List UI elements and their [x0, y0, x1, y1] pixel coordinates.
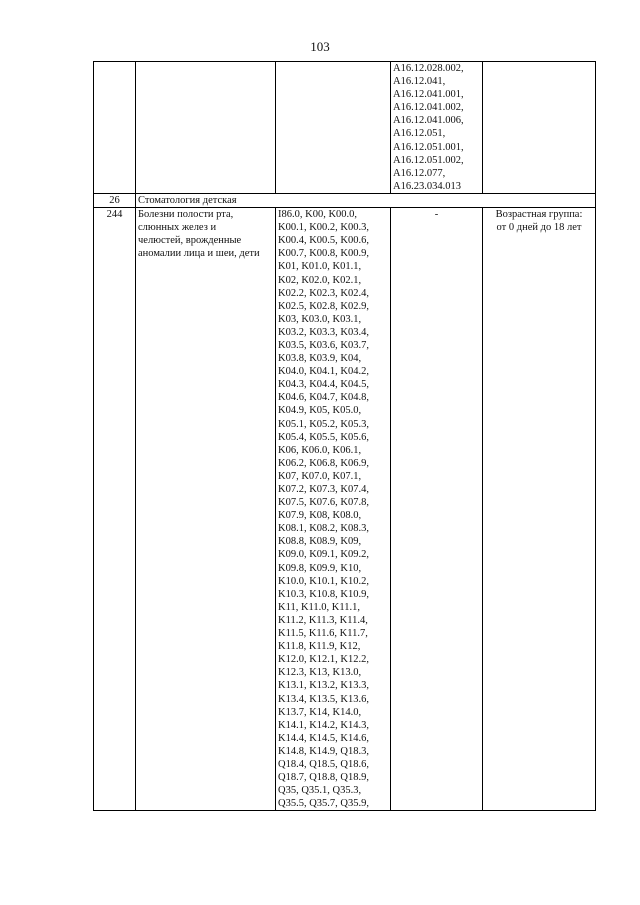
name-line: Болезни полости рта,	[138, 209, 234, 221]
service-code: A16.12.077,	[393, 167, 446, 179]
cell-services	[391, 62, 483, 194]
icd-code-line: K00.7, K00.8, K00.9,	[278, 248, 369, 260]
note-line: Возрастная группа:	[495, 209, 583, 221]
icd-code-line: K02.5, K02.8, K02.9,	[278, 300, 369, 312]
icd-code-line: K14.4, K14.5, K14.6,	[278, 732, 369, 744]
section-number: 26	[94, 193, 136, 207]
section-title: Стоматология детская	[136, 193, 596, 207]
tariff-table	[93, 61, 596, 811]
icd-code-line: K04.6, K04.7, K04.8,	[278, 392, 369, 404]
icd-code-line: K13.1, K13.2, K13.3,	[278, 680, 369, 692]
icd-code-line: K12.0, K12.1, K12.2,	[278, 654, 369, 666]
icd-code-line: Q18.7, Q18.8, Q18.9,	[278, 772, 369, 784]
icd-code-line: K08.8, K08.9, K09,	[278, 536, 362, 548]
table-row-section	[94, 193, 596, 207]
note-line: от 0 дней до 18 лет	[496, 222, 582, 234]
icd-code-line: K02.2, K02.3, K02.4,	[278, 287, 369, 299]
icd-code-line: K14.8, K14.9, Q18.3,	[278, 745, 369, 757]
icd-code-line: K12.3, K13, K13.0,	[278, 667, 362, 679]
icd-code-line: K02, K02.0, K02.1,	[278, 274, 362, 286]
icd-code-line: K00.1, K00.2, K00.3,	[278, 222, 369, 234]
icd-code-line: K06.2, K06.8, K06.9,	[278, 457, 369, 469]
icd-codes	[276, 208, 391, 811]
name-line: слюнных желез и	[138, 222, 217, 234]
cell-codes	[276, 62, 391, 194]
icd-code-line: K04.0, K04.1, K04.2,	[278, 366, 369, 378]
icd-code-line: K03.2, K03.3, K03.4,	[278, 326, 369, 338]
icd-code-line: K00.4, K00.5, K00.6,	[278, 235, 369, 247]
icd-code-line: K04.9, K05, K05.0,	[278, 405, 362, 417]
note-cell	[483, 208, 596, 811]
icd-code-line: K14.1, K14.2, K14.3,	[278, 719, 369, 731]
service-code: A16.12.028.002,	[393, 63, 464, 74]
services-cell: -	[391, 208, 483, 811]
icd-code-line: K03, K03.0, K03.1,	[278, 313, 362, 325]
service-code: A16.12.041.001,	[393, 89, 464, 101]
icd-code-line: K13.7, K14, K14.0,	[278, 706, 362, 718]
icd-code-line: K07.9, K08, K08.0,	[278, 510, 362, 522]
icd-code-line: K11.5, K11.6, K11.7,	[278, 628, 368, 640]
name-line: аномалии лица и шеи, дети	[138, 248, 260, 260]
icd-code-line: K07.2, K07.3, K07.4,	[278, 484, 369, 495]
service-code: A16.12.051.001,	[393, 141, 464, 153]
cell-name	[136, 62, 276, 194]
icd-code-line: K10.0, K10.1, K10.2,	[278, 575, 369, 587]
table-row-continued	[94, 62, 596, 194]
icd-code-line: K11, K11.0, K11.1,	[278, 601, 360, 613]
icd-code-line: Q18.4, Q18.5, Q18.6,	[278, 758, 369, 770]
icd-code-line: K10.3, K10.8, K10.9,	[278, 588, 369, 600]
icd-code-line: K11.2, K11.3, K11.4,	[278, 614, 368, 626]
icd-code-line: K13.4, K13.5, K13.6,	[278, 693, 369, 705]
service-code: A16.12.051.002,	[393, 154, 464, 166]
icd-code-line: K09.0, K09.1, K09.2,	[278, 549, 369, 561]
service-code: A16.12.051,	[393, 128, 446, 140]
icd-code-line: K04.3, K04.4, K04.5,	[278, 379, 369, 391]
icd-code-line: Q35.5, Q35.7, Q35.9,	[278, 798, 369, 810]
icd-code-line: K07.5, K07.6, K07.8,	[278, 497, 369, 509]
disease-group-name	[136, 208, 276, 811]
icd-code-line: I86.0, K00, K00.0,	[278, 209, 358, 221]
icd-code-line: Q35, Q35.1, Q35.3,	[278, 785, 362, 797]
icd-code-line: K01, K01.0, K01.1,	[278, 261, 362, 273]
name-line: челюстей, врожденные	[138, 235, 242, 247]
service-code: A16.23.034.013	[393, 180, 461, 192]
icd-code-line: K05.1, K05.2, K05.3,	[278, 418, 369, 430]
service-code: A16.12.041,	[393, 76, 446, 88]
icd-code-line: K03.8, K03.9, K04,	[278, 353, 362, 365]
page-number: 103	[310, 39, 330, 54]
cell-number	[94, 62, 136, 194]
icd-code-line: K11.8, K11.9, K12,	[278, 641, 361, 653]
row-number: 244	[94, 208, 136, 811]
icd-code-line: K05.4, K05.5, K05.6,	[278, 431, 369, 443]
icd-code-line: K03.5, K03.6, K03.7,	[278, 339, 369, 351]
icd-code-line: K09.8, K09.9, K10,	[278, 562, 362, 574]
table-row-244	[94, 208, 596, 811]
icd-code-line: K07, K07.0, K07.1,	[278, 470, 362, 482]
cell-note	[483, 62, 596, 194]
service-code: A16.12.041.006,	[393, 115, 464, 127]
icd-code-line: K08.1, K08.2, K08.3,	[278, 523, 369, 535]
icd-code-line: K06, K06.0, K06.1,	[278, 444, 362, 456]
service-code: A16.12.041.002,	[393, 102, 464, 114]
